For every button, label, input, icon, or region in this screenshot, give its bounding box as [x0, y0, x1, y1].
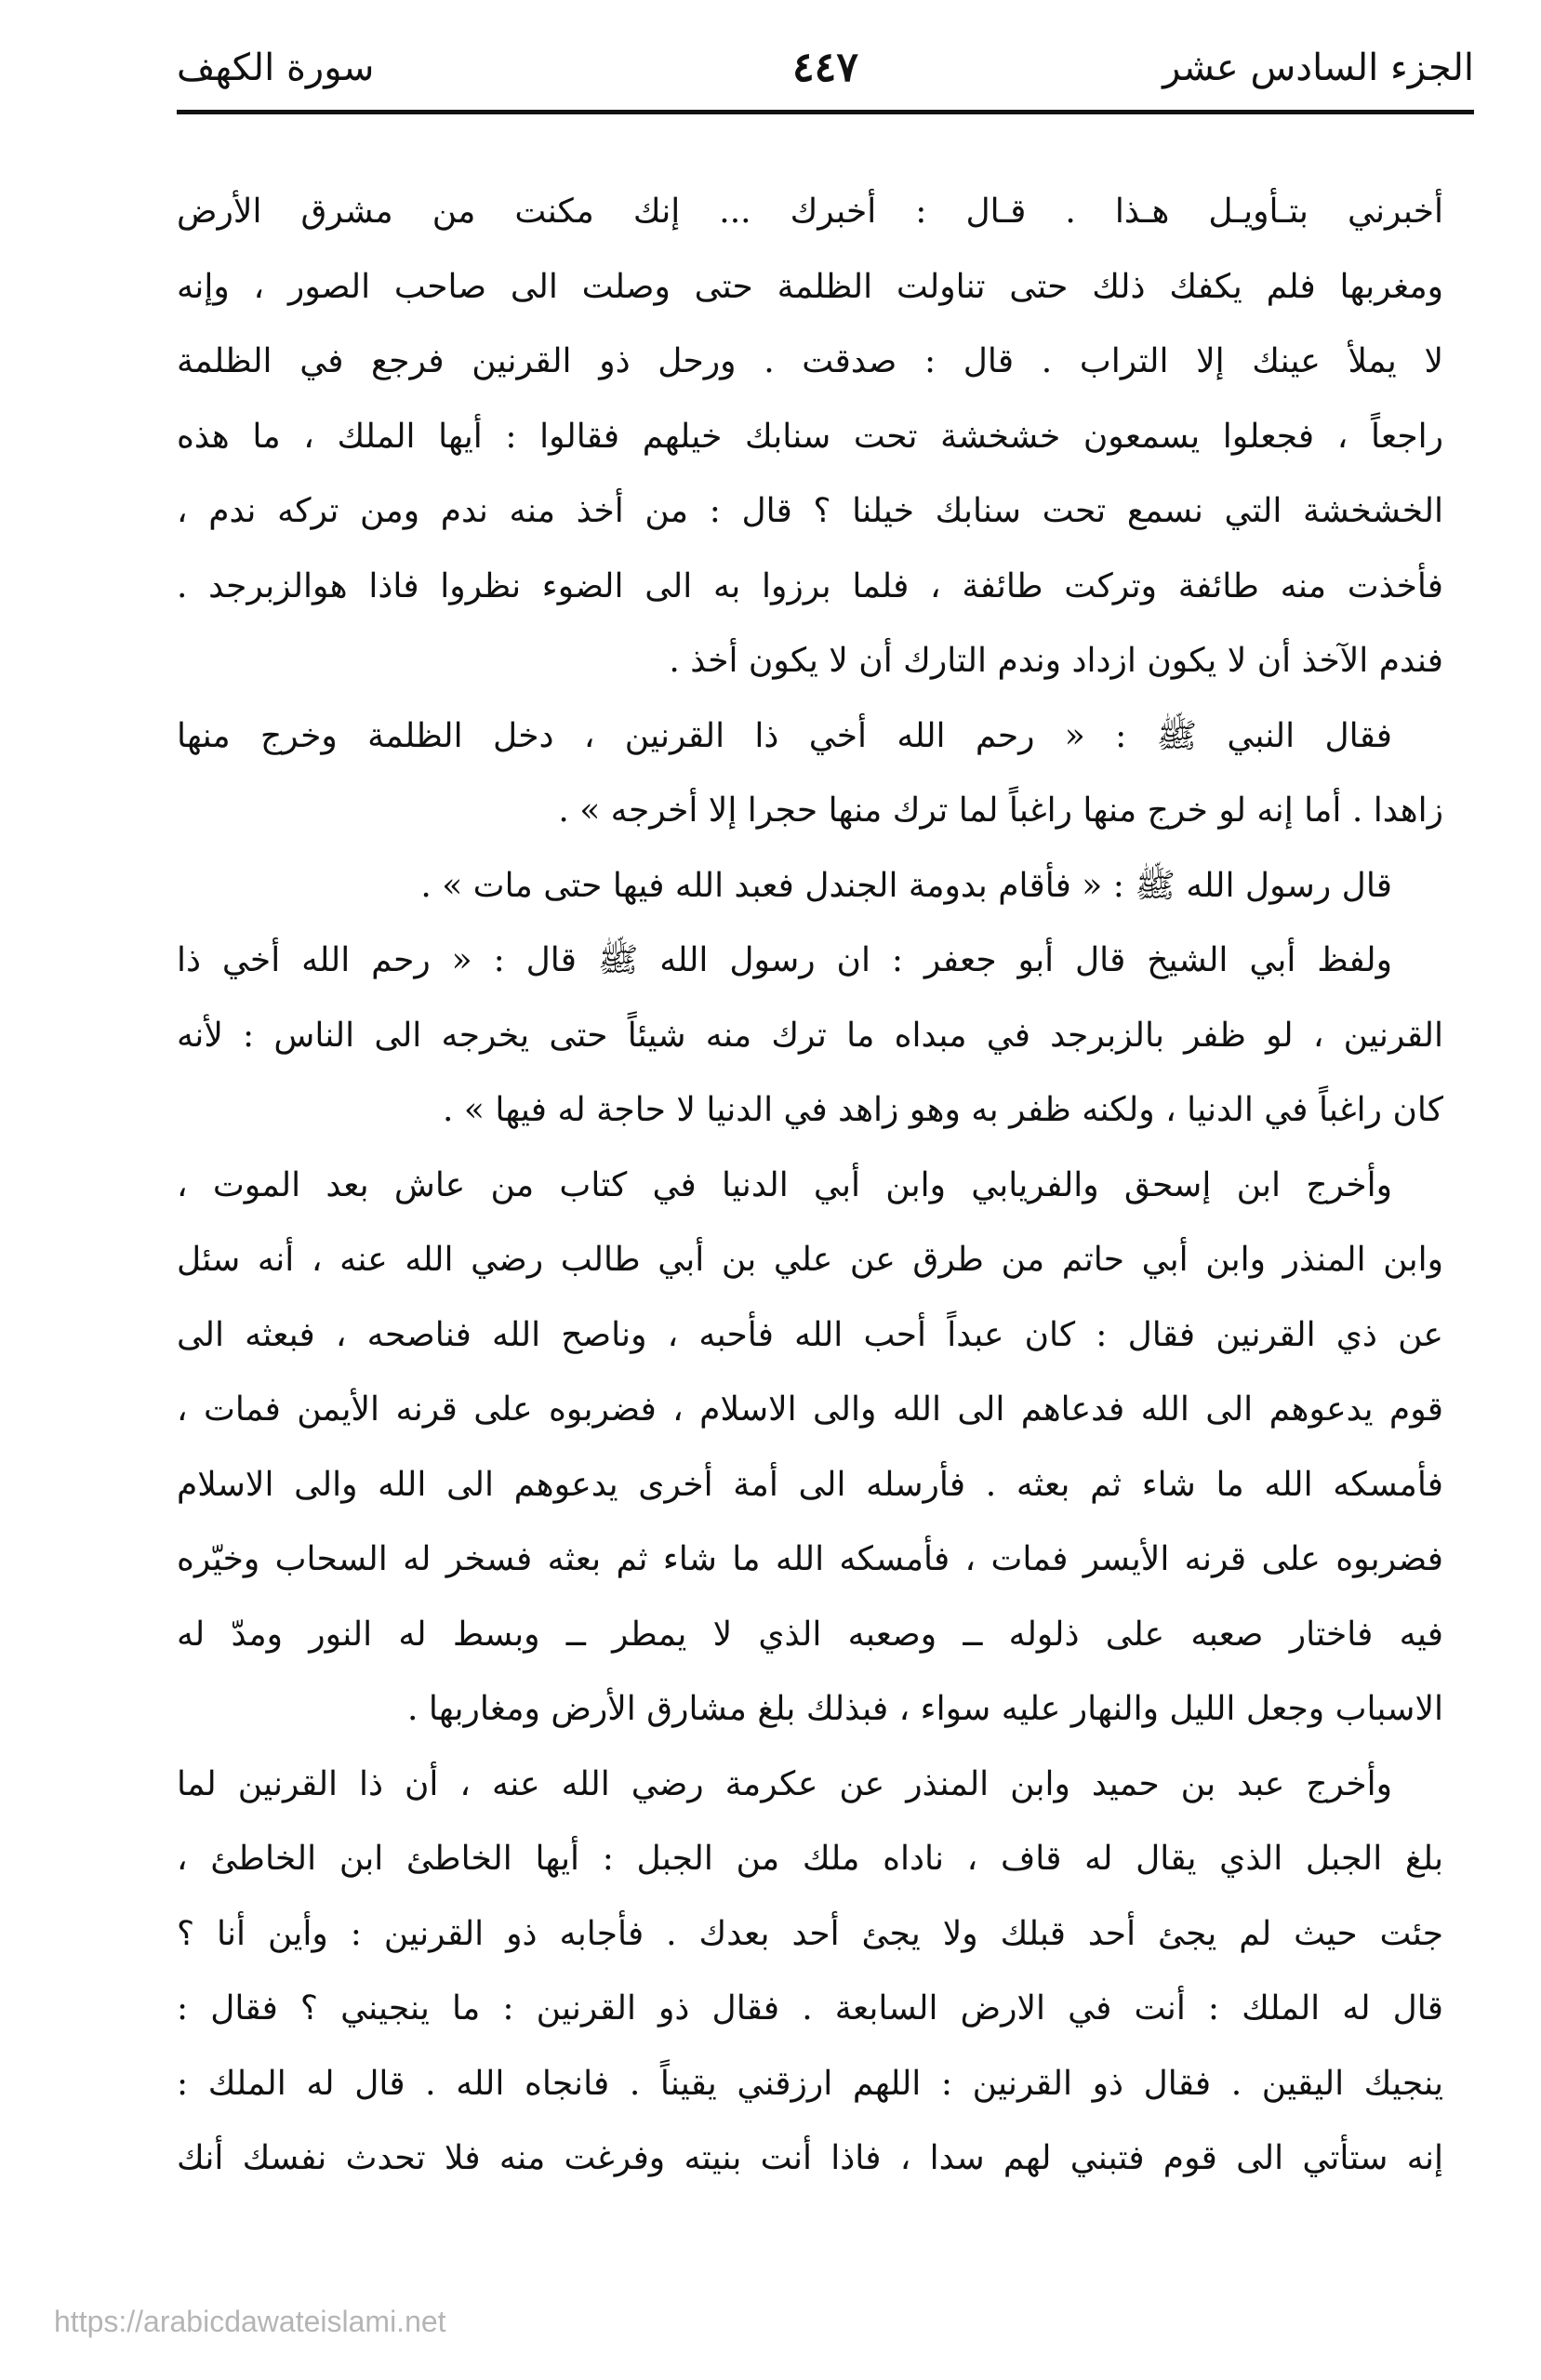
text-line: إنه ستأتي الى قوم فتبني لهم سدا ، فاذا أنت بنيته وفرغت منه فلا تحدث نفسك أنك: [177, 2139, 1443, 2177]
text-line: وابن المنذر وابن أبي حاتم من طرق عن علي بن أبي طالب رضي الله عنه ، أنه سئل: [177, 1241, 1443, 1279]
text-line: قال له الملك : أنت في الارض السابعة . فقال ذو القرنين : ما ينجيني ؟ فقال :: [177, 1989, 1443, 2028]
text-line: فيه فاختار صعبه على ذلوله ــ وصعبه الذي لا يمطر ــ وبسط له النور ومدّ له: [177, 1615, 1443, 1654]
body-text: [177, 175, 1443, 2197]
text-line: وأخرج عبد بن حميد وابن المنذر عن عكرمة رضي الله عنه ، أن ذا القرنين لما: [177, 1764, 1393, 1803]
text-line: فأخذت منه طائفة وتركت طائفة ، فلما برزوا به الى الضوء نظروا فاذا هوالزبرجد .: [177, 566, 1443, 605]
text-line: القرنين ، لو ظفر بالزبرجد في مبداه ما ترك منه شيئاً حتى يخرجه الى الناس : لأنه: [177, 1016, 1443, 1055]
page-number: ٤٤٧: [792, 44, 858, 91]
text-line: فأمسكه الله ما شاء ثم بعثه . فأرسله الى أمة أخرى يدعوهم الى الله والى الاسلام: [177, 1465, 1443, 1504]
text-line: ومغربها فلم يكفك ذلك حتى تناولت الظلمة حتى وصلت الى صاحب الصور ، وإنه: [177, 267, 1443, 306]
text-line: قال رسول الله ﷺ : « فأقام بدومة الجندل فعبد الله فيها حتى مات » .: [420, 866, 1392, 905]
text-line: وأخرج ابن إسحق والفريابي وابن أبي الدنيا في كتاب من عاش بعد الموت ،: [177, 1165, 1392, 1204]
text-line: الخشخشة التي نسمع تحت سنابك خيلنا ؟ قال : من أخذ منه ندم ومن تركه ندم ،: [177, 492, 1443, 530]
surah-title: سورة الكهف: [177, 47, 375, 89]
text-line: فندم الآخذ أن لا يكون ازداد وندم التارك أن لا يكون أخذ .: [669, 642, 1443, 680]
text-line: فضربوه على قرنه الأيسر فمات ، فأمسكه الله ما شاء ثم بعثه فسخر له السحاب وخيّره: [177, 1540, 1443, 1578]
text-line: راجعاً ، فجعلوا يسمعون خشخشة تحت سنابك خيلهم فقالوا : أيها الملك ، ما هذه: [177, 417, 1443, 456]
part-title: الجزء السادس عشر: [1162, 47, 1474, 89]
text-line: كان راغباً في الدنيا ، ولكنه ظفر به وهو زاهد في الدنيا لا حاجة له فيها » .: [443, 1091, 1443, 1129]
text-line: فقال النبي ﷺ : « رحم الله أخي ذا القرنين ، دخل الظلمة وخرج منها: [177, 716, 1392, 755]
text-line: ولفظ أبي الشيخ قال أبو جعفر : ان رسول الله ﷺ قال : « رحم الله أخي ذا: [177, 941, 1392, 979]
text-line: زاهدا . أما إنه لو خرج منها راغباً لما ترك منها حجرا إلا أخرجه » .: [558, 791, 1443, 830]
text-line: عن ذي القرنين فقال : كان عبداً أحب الله فأحبه ، وناصح الله فناصحه ، فبعثه الى: [177, 1315, 1443, 1354]
source-watermark-url[interactable]: https://arabicdawateislami.net: [54, 2305, 446, 2338]
text-line: جئت حيث لم يجئ أحد قبلك ولا يجئ أحد بعدك . فأجابه ذو القرنين : وأين أنا ؟: [177, 1914, 1443, 1953]
text-line: أخبرني بتـأويـل هـذا . قـال : أخبرك ... إنك مكنت من مشرق الأرض: [177, 193, 1443, 231]
text-line: بلغ الجبل الذي يقال له قاف ، ناداه ملك من الجبل : أيها الخاطئ ابن الخاطئ ،: [177, 1840, 1443, 1878]
header-divider: [177, 110, 1474, 114]
text-line: ينجيك اليقين . فقال ذو القرنين : اللهم ارزقني يقيناً . فانجاه الله . قال له الملك :: [177, 2064, 1443, 2103]
text-line: قوم يدعوهم الى الله فدعاهم الى الله والى الاسلام ، فضربوه على قرنه الأيمن فمات ،: [177, 1390, 1443, 1429]
text-line: لا يملأ عينك إلا التراب . قال : صدقت . ورحل ذو القرنين فرجع في الظلمة: [177, 342, 1443, 380]
text-line: الاسباب وجعل الليل والنهار عليه سواء ، فبذلك بلغ مشارق الأرض ومغاربها .: [407, 1690, 1443, 1728]
running-header: [177, 35, 1474, 100]
